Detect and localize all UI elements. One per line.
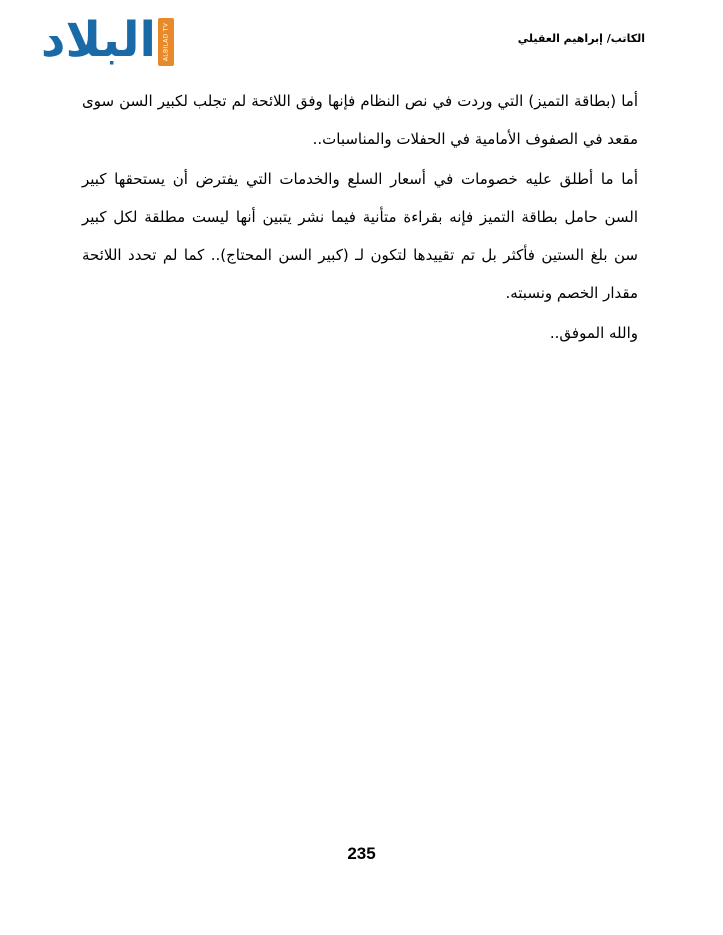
author-line: الكاتب/ إبراهيم العقيلي [517, 32, 645, 45]
logo-wordmark: البلاد [40, 12, 156, 68]
article-body [82, 82, 638, 352]
paragraph: والله الموفق.. [549, 324, 638, 342]
logo-tv-tag [158, 18, 174, 66]
page-number: 235 [347, 844, 376, 863]
albilad-logo [40, 12, 182, 68]
logo-tag-text: ALBILAD TV [162, 22, 170, 62]
paragraph: أما (بطاقة التميز) التي وردت في نص النظام فإنها وفق اللائحة لم تجلب لكبير السن سوى مقعد في الصفوف الأمامية في الحفلات والمناسبات.. [82, 92, 638, 148]
page-header [0, 0, 723, 80]
paragraph: أما ما أطلق عليه خصومات في أسعار السلع والخدمات التي يفترض أن يستحقها كبير السن حامل بطاقة التميز فإنه بقراءة متأنية فيما نشر يتبين أنها ليست مطلقة لكل كبير سن بلغ الستين فأكثر بل تم تقييدها لتكون لـ (كبير السن المحتاج).. كما لم تحدد اللائحة مقدار الخصم ونسبته. [82, 170, 638, 302]
